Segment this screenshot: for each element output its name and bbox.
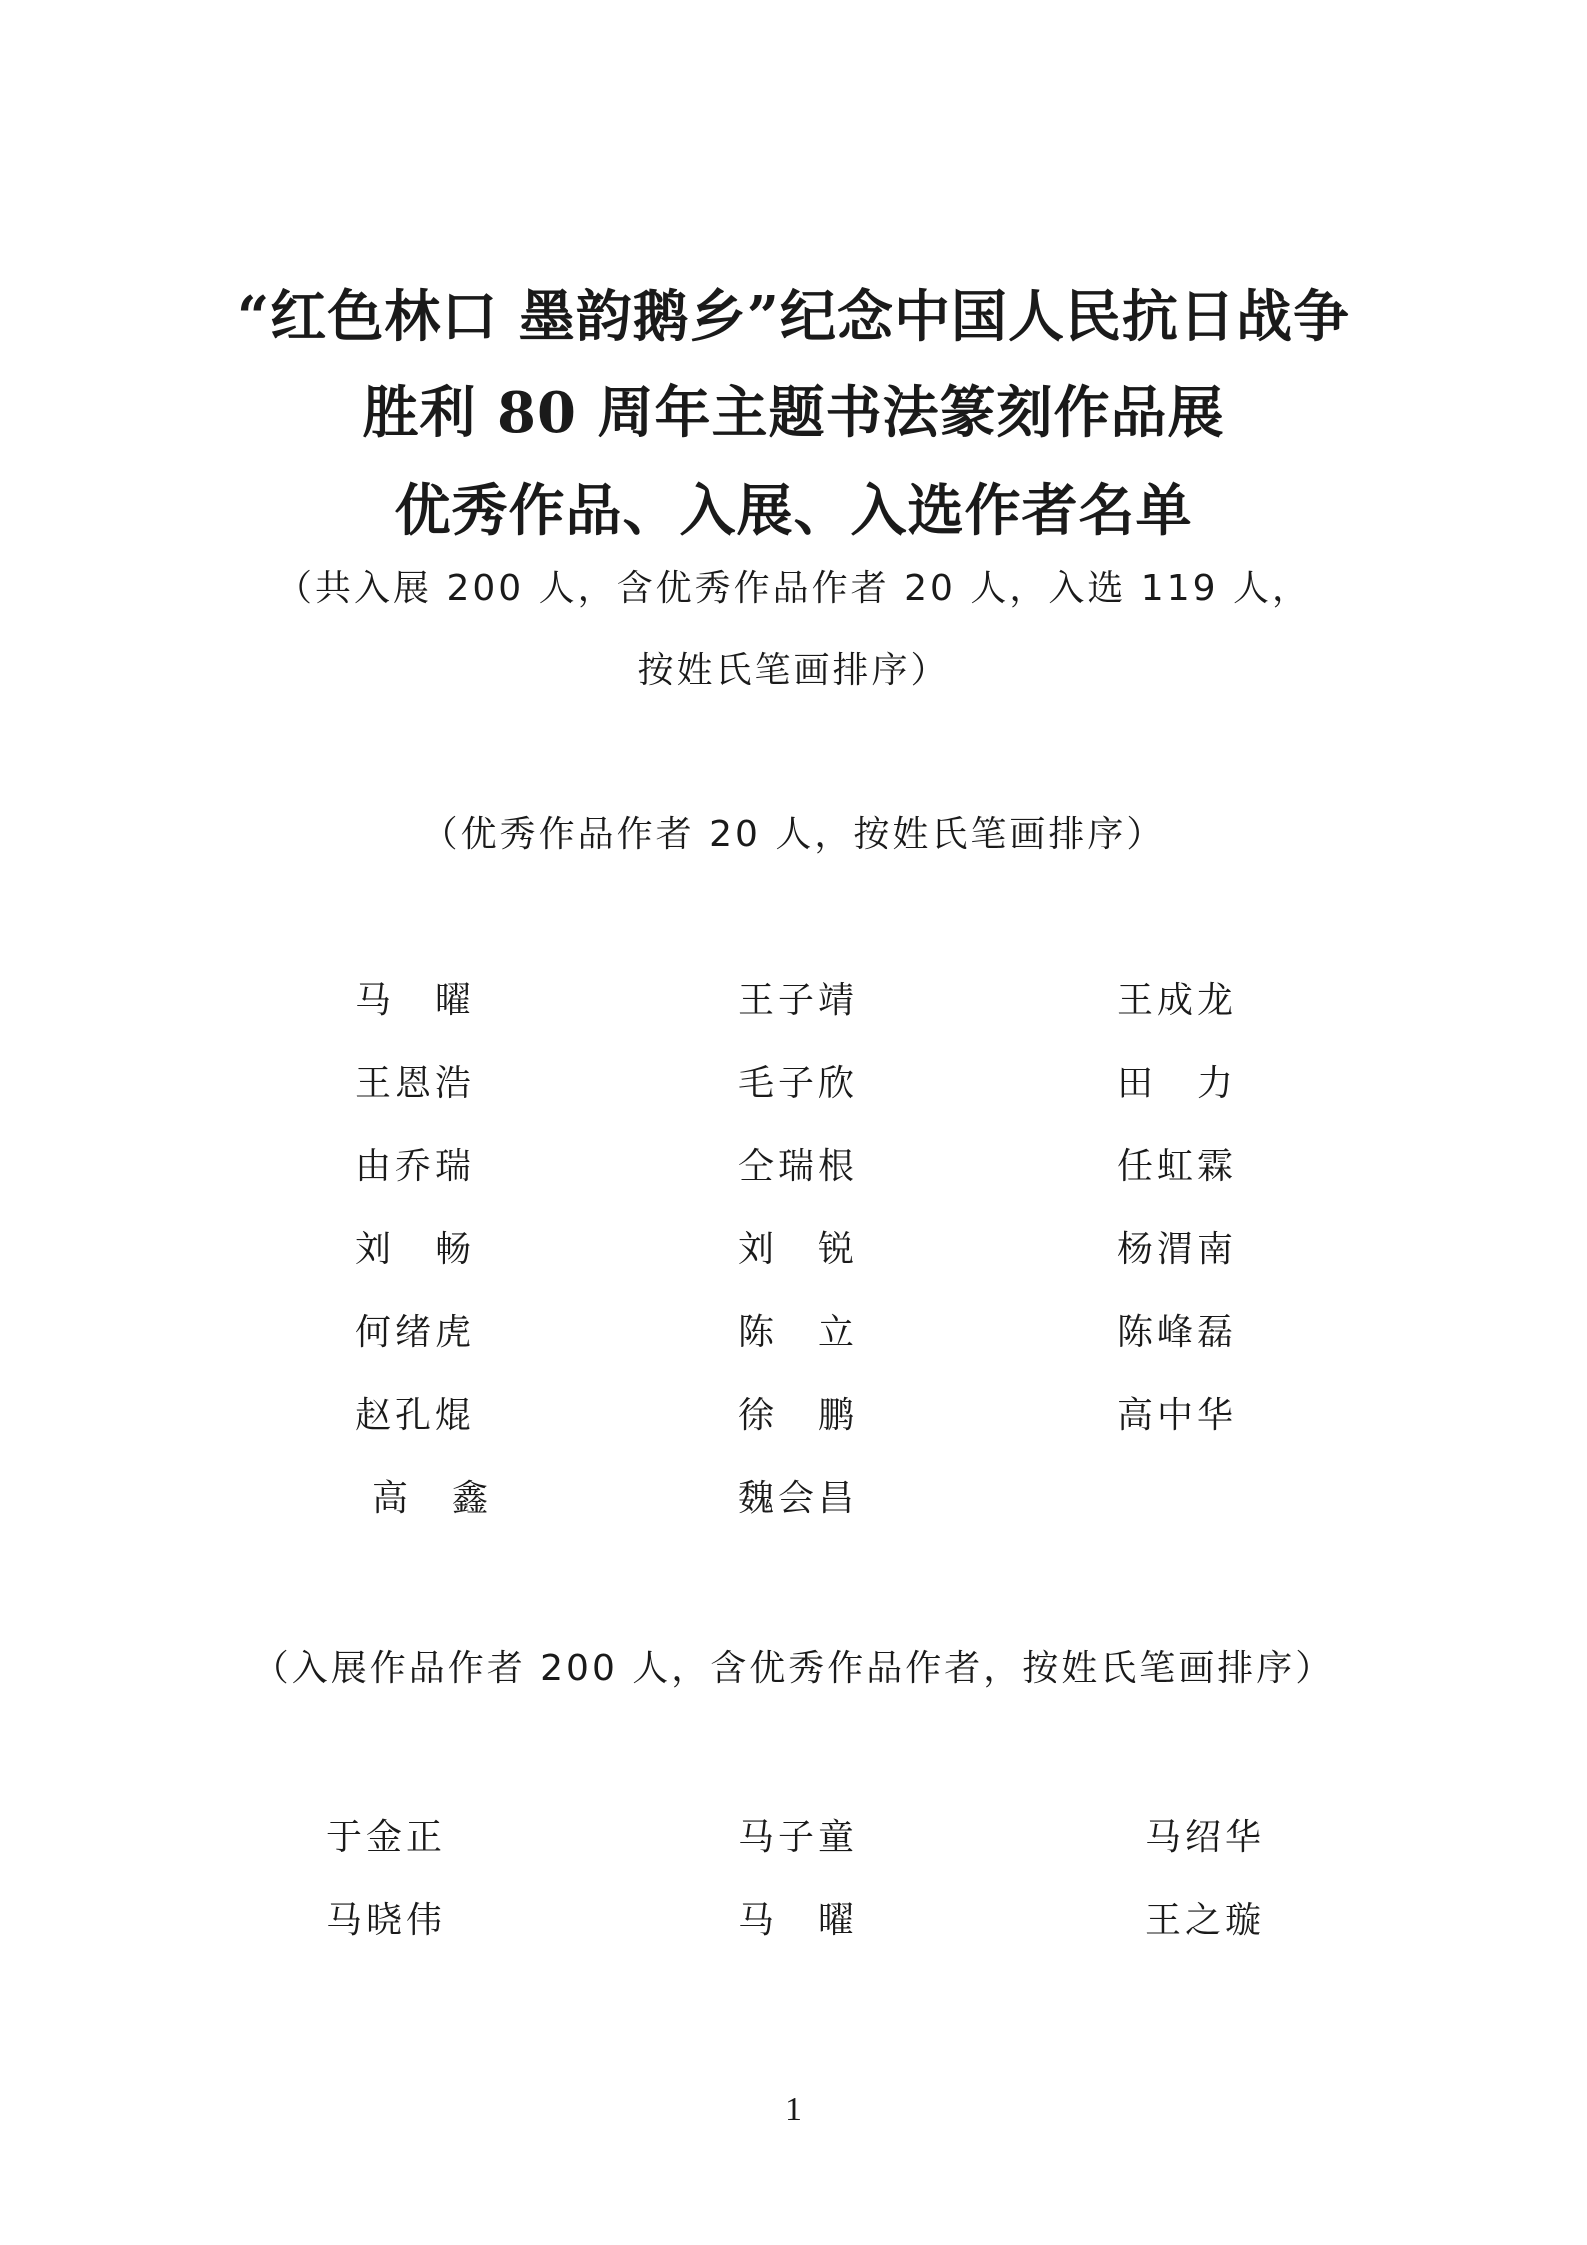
title-line-1: “红色林口 墨韵鹅乡”纪念中国人民抗日战争	[237, 284, 1350, 350]
name-item: 于金正	[326, 1817, 447, 1858]
name-item: 由乔瑞	[355, 1146, 476, 1187]
name-item: 毛子欣	[738, 1063, 859, 1104]
name-item: 马 曜	[355, 980, 476, 1021]
name-item: 刘 锐	[738, 1229, 859, 1270]
name-item: 王成龙	[1117, 980, 1238, 1021]
name-item: 魏会昌	[738, 1478, 859, 1519]
name-item: 陈 立	[738, 1312, 859, 1353]
exhibit-section-heading: （入展作品作者 200 人，含优秀作品作者，按姓氏笔画排序）	[252, 1648, 1335, 1689]
page-number: 1	[785, 2091, 802, 2128]
name-item: 刘 畅	[355, 1229, 476, 1270]
name-item: 任虹霖	[1117, 1146, 1238, 1187]
name-item: 高 鑫	[372, 1478, 493, 1519]
name-item: 陈峰磊	[1117, 1312, 1238, 1353]
excellent-section-heading: （优秀作品作者 20 人，按姓氏笔画排序）	[421, 814, 1166, 855]
name-item: 赵孔焜	[355, 1395, 476, 1436]
title-line-2: 胜利 80 周年主题书法篆刻作品展	[362, 380, 1225, 446]
name-item: 徐 鹏	[738, 1395, 859, 1436]
name-item: 高中华	[1117, 1395, 1238, 1436]
name-item: 王子靖	[738, 980, 859, 1021]
summary-line-1: （共入展 200 人，含优秀作品作者 20 人，入选 119 人，	[276, 568, 1311, 609]
name-item: 杨渭南	[1117, 1229, 1238, 1270]
name-item: 马 曜	[738, 1900, 859, 1941]
name-item: 王之璇	[1145, 1900, 1266, 1941]
name-item: 何绪虎	[355, 1312, 476, 1353]
name-item: 马绍华	[1145, 1817, 1266, 1858]
summary-line-2: 按姓氏笔画排序）	[637, 650, 950, 691]
name-item: 马晓伟	[326, 1900, 447, 1941]
title-line-3: 优秀作品、入展、入选作者名单	[394, 478, 1193, 544]
name-item: 田 力	[1117, 1063, 1238, 1104]
name-item: 马子童	[738, 1817, 859, 1858]
name-item: 王恩浩	[355, 1063, 476, 1104]
name-item: 仝瑞根	[738, 1146, 859, 1187]
